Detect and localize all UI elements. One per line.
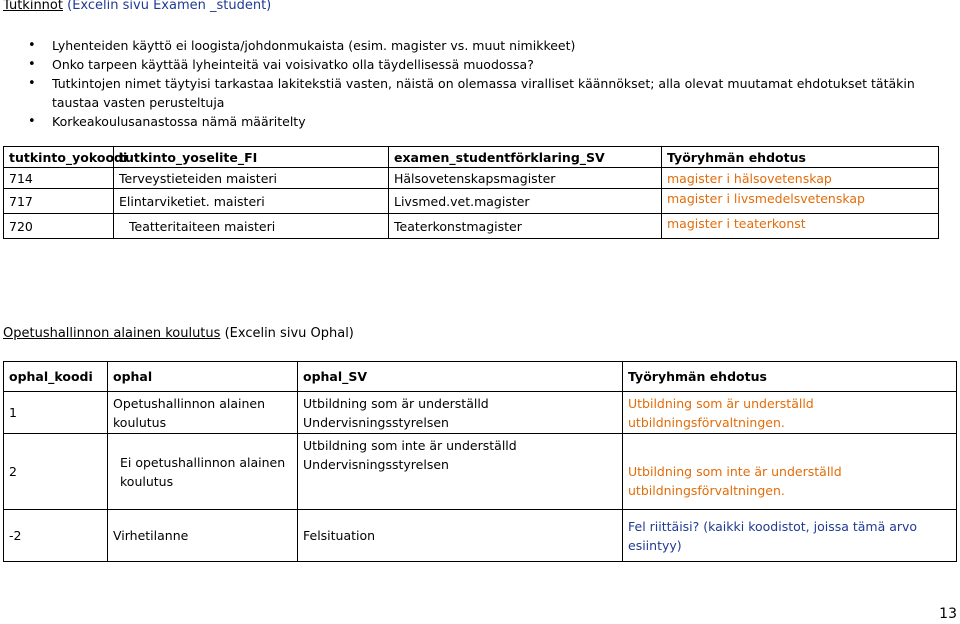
table-cell: Opetushallinnon alainen koulutus xyxy=(108,392,298,434)
table-cell: Hälsovetenskapsmagister xyxy=(389,168,662,189)
table-cell: 717 xyxy=(4,189,114,214)
table-cell: 714 xyxy=(4,168,114,189)
proposal-cell: magister i teaterkonst xyxy=(662,214,939,239)
table-row xyxy=(4,168,939,189)
table-row xyxy=(4,392,957,434)
table-cell: 1 xyxy=(4,392,108,434)
header-cell: tutkinto_yoselite_FI xyxy=(114,147,389,168)
section-title: Opetushallinnon alainen koulutus xyxy=(3,326,221,341)
table-cell: Utbildning som inte är underställd Undervisningsstyrelsen xyxy=(298,434,623,510)
table-cell: Ei opetushallinnon alainen koulutus xyxy=(108,434,298,510)
section-heading-tutkinnot xyxy=(3,0,271,13)
header-cell: ophal xyxy=(108,362,298,392)
bullet-item: • Tutkintojen nimet täytyisi tarkastaa lakitekstiä vasten, näistä on olemassa viralliset käännökset; alla olevat muutamat ehdotukset tätäkin taustaa vasten perusteltuja xyxy=(20,74,955,112)
header-cell: examen_studentförklaring_SV xyxy=(389,147,662,168)
table-cell: Terveystieteiden maisteri xyxy=(114,168,389,189)
header-cell: ophal_koodi xyxy=(4,362,108,392)
table-cell: Virhetilanne xyxy=(108,510,298,562)
header-cell: tutkinto_yokoodi xyxy=(4,147,114,168)
section-heading-ophal xyxy=(3,326,354,341)
table-cell: 720 xyxy=(4,214,114,239)
header-cell: Työryhmän ehdotus xyxy=(623,362,957,392)
proposal-cell: Fel riittäisi? (kaikki koodistot, joissa tämä arvo esiintyy) xyxy=(623,510,957,562)
table-cell: Utbildning som är underställd Undervisningsstyrelsen xyxy=(298,392,623,434)
table-cell: Elintarviketiet. maisteri xyxy=(114,189,389,214)
section-title: Tutkinnot xyxy=(3,0,63,13)
table-row xyxy=(4,434,957,510)
bullet-item: • Lyhenteiden käyttö ei loogista/johdonmukaista (esim. magister vs. muut nimikkeet) xyxy=(20,36,955,55)
bullet-list xyxy=(20,36,955,131)
table-header-row xyxy=(4,362,957,392)
page-number: 13 xyxy=(939,606,957,622)
bullet-item: • Korkeakoulusanastossa nämä määritelty xyxy=(20,112,955,131)
header-cell: ophal_SV xyxy=(298,362,623,392)
table-header-row xyxy=(4,147,939,168)
section-subtitle: (Excelin sivu Ophal) xyxy=(224,326,354,341)
degrees-table xyxy=(3,146,939,239)
proposal-cell: magister i livsmedelsvetenskap xyxy=(662,189,939,214)
proposal-cell: Utbildning som är underställd utbildningsförvaltningen. xyxy=(623,392,957,434)
table-row xyxy=(4,189,939,214)
bullet-item: • Onko tarpeen käyttää lyheinteitä vai voisivatko olla täydellisessä muodossa? xyxy=(20,55,955,74)
table-cell: 2 xyxy=(4,434,108,510)
table-cell: Livsmed.vet.magister xyxy=(389,189,662,214)
table-cell: Felsituation xyxy=(298,510,623,562)
table-row xyxy=(4,214,939,239)
section-subtitle: (Excelin sivu Examen _student) xyxy=(67,0,272,13)
header-cell: Työryhmän ehdotus xyxy=(662,147,939,168)
proposal-cell: magister i hälsovetenskap xyxy=(662,168,939,189)
table-cell: Teatteritaiteen maisteri xyxy=(114,214,389,239)
ophal-table xyxy=(3,361,957,562)
table-cell: -2 xyxy=(4,510,108,562)
table-cell: Teaterkonstmagister xyxy=(389,214,662,239)
table-row xyxy=(4,510,957,562)
proposal-cell: Utbildning som inte är underställd utbildningsförvaltningen. xyxy=(623,434,957,510)
